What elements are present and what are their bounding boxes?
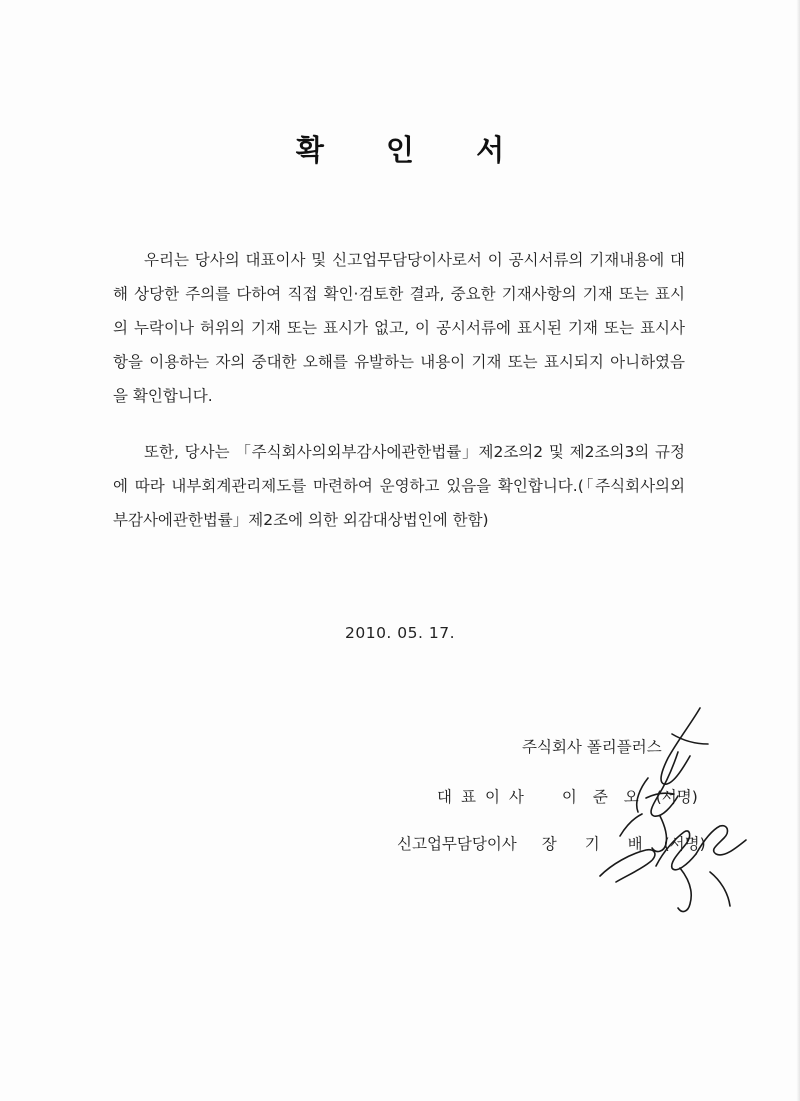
representative-name: 이준오 — [561, 788, 655, 806]
document-title: 확 인 서 — [295, 133, 531, 167]
page-edge-shadow — [796, 0, 800, 1101]
internal-control-paragraph-text: 또한, 당사는 「주식회사의외부감사에관한법률」제2조의2 및 제2조의3의 규정에 따라 내부회계관리제도를 마련하여 운영하고 있음을 확인합니다.(「주식회사의외부감사에관한법률」제2조에 의한 외감대상법인에 한함) — [113, 443, 685, 529]
officer-signature-mark: (서명) — [663, 835, 706, 853]
officer-name: 장기배 — [541, 835, 671, 853]
internal-control-paragraph — [113, 435, 685, 537]
handwritten-signature — [560, 700, 760, 930]
officer-role: 신고업무담당이사 — [397, 835, 517, 853]
confirmation-paragraph-text: 우리는 당사의 대표이사 및 신고업무담당이사로서 이 공시서류의 기재내용에 대해 상당한 주의를 다하여 직접 확인·검토한 결과, 중요한 기재사항의 기재 또는 표시의 누락이나 허위의 기재 또는 표시가 없고, 이 공시서류에 표시된 기재 또는 표시사항을 이용하는 자의 중대한 오해를 유발하는 내용이 기재 또는 표시되지 아니하였음을 확인합니다. — [113, 251, 685, 405]
confirmation-paragraph — [113, 243, 685, 413]
company-name: 주식회사 폴리플러스 — [522, 738, 662, 756]
representative-signature-mark: (서명) — [655, 788, 698, 806]
representative-role: 대표이사 — [437, 788, 533, 806]
document-date: 2010. 05. 17. — [344, 624, 456, 642]
